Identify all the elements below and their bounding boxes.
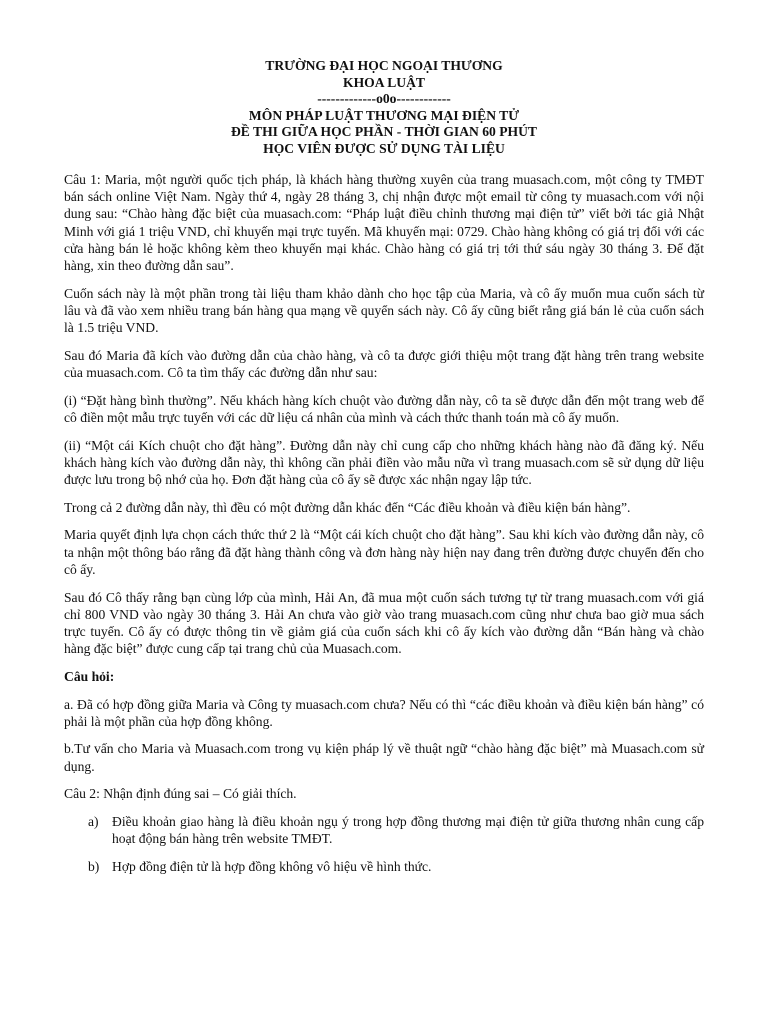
statement-item <box>64 813 704 847</box>
document-header <box>64 58 704 157</box>
document-body <box>64 171 704 875</box>
option-ii-paragraph: (ii) “Một cái Kích chuột cho đặt hàng”. Đường dẫn này chỉ cung cấp cho những khách hàng nào đã đăng ký. Nếu khách hàng kích vào đường dẫn này, thì không cần phải điền vào mẫu nữa vì trang muasach.com sẽ sử dụng dữ liệu được lưu trong bộ nhớ của họ. Đơn đặt hàng của cô ấy sẽ được xác nhận ngay lập tức. <box>64 437 704 488</box>
statement-marker: b) <box>88 859 100 874</box>
body-paragraph: Cuốn sách này là một phần trong tài liệu tham khảo dành cho học tập của Maria, và cô ấy muốn mua cuốn sách từ lâu và đã vào xem nhiều trang bán hàng qua mạng về quyển sách này. Cô ấy cũng biết rằng giá bán lẻ của cuốn sách là 1.5 triệu VND. <box>64 285 704 336</box>
question-a: a. Đã có hợp đồng giữa Maria và Công ty muasach.com chưa? Nếu có thì “các điều khoản và điều kiện bán hàng” có phải là một phần của hợp đồng không. <box>64 696 704 729</box>
question-1-paragraph: Câu 1: Maria, một người quốc tịch pháp, là khách hàng thường xuyên của trang muasach.com, một công ty TMĐT bán sách online Việt Nam. Ngày thứ 4, ngày 28 tháng 3, chị nhận được một email từ công ty muasach.com với nội dung sau: “Chào hàng đặc biệt của muasach.com: “Pháp luật điều chỉnh thương mại điện tử” viết bởi tác giả Nhật Minh với giá 1 triệu VND, chỉ khuyến mại trực tuyến. Mã khuyến mại: 0729. Chào hàng không có giá trị đối với các cửa hàng bán lẻ hoặc không kèm theo khuyến mại khác. Chào hàng có giá trị tới thứ sáu ngày 30 tháng 3. Để đặt hàng, xin theo đường dẫn sau”. <box>64 172 704 274</box>
statement-item <box>64 858 704 875</box>
statement-text: Điều khoản giao hàng là điều khoản ngụ ý trong hợp đồng thương mại điện tử giữa thương nhân cung cấp hoạt động bán hàng trên website TMĐT. <box>112 814 704 847</box>
exam-note: HỌC VIÊN ĐƯỢC SỬ DỤNG TÀI LIỆU <box>263 140 505 156</box>
university-name: TRƯỜNG ĐẠI HỌC NGOẠI THƯƠNG <box>265 58 503 73</box>
body-paragraph: Trong cả 2 đường dẫn này, thì đều có một đường dẫn khác đến “Các điều khoản và điều kiện bán hàng”. <box>64 499 631 515</box>
exam-title: ĐỀ THI GIỮA HỌC PHẦN - THỜI GIAN 60 PHÚT <box>230 124 538 139</box>
question-b: b.Tư vấn cho Maria và Muasach.com trong vụ kiện pháp lý về thuật ngữ “chào hàng đặc biệt” mà Muasach.com sử dụng. <box>64 741 704 774</box>
header-separator: -------------o0o------------ <box>317 91 451 106</box>
course-title: MÔN PHÁP LUẬT THƯƠNG MẠI ĐIỆN TỬ <box>248 107 520 123</box>
body-paragraph: Sau đó Maria đã kích vào đường dẫn của chào hàng, và cô ta được giới thiệu một trang đặt hàng trên trang website của muasach.com. Cô ta tìm thấy các đường dẫn như sau: <box>64 347 704 381</box>
question-2-heading: Câu 2: Nhận định đúng sai – Có giải thích. <box>64 786 297 802</box>
body-paragraph: Maria quyết định lựa chọn cách thức thứ 2 là “Một cái kích chuột cho đặt hàng”. Sau khi kích vào đường dẫn này, cô ta nhận một thông báo rằng đã đặt hàng thành công và đơn hàng này hiện nay đang trên đường được chuyển đến cho cô ấy. <box>64 527 704 577</box>
faculty-name: KHOA LUẬT <box>343 74 425 90</box>
option-i-paragraph: (i) “Đặt hàng bình thường”. Nếu khách hàng kích chuột vào đường dẫn này, cô ta sẽ được dẫn đến một trang web để cô điền một mẫu trực tuyến với các dữ liệu cá nhân của mình và cách thức thanh toán mà cô ấy muốn. <box>64 392 704 425</box>
body-paragraph: Sau đó Cô thấy rằng bạn cùng lớp của mình, Hải An, đã mua một cuốn sách tương tự từ trang muasach.com với giá chỉ 800 VND vào ngày 30 tháng 3. Hải An chưa vào giờ vào trang muasach.com cũng như chưa bao giờ mua sách trực tuyến. Cô ấy có được thông tin về giảm giá của cuốn sách khi cô ấy kích vào đường dẫn “Bán hàng và chào hàng đặc biệt” được cung cấp tại trang chủ của Muasach.com. <box>64 589 704 657</box>
questions-heading: Câu hỏi: <box>64 668 115 684</box>
statement-marker: a) <box>88 814 99 830</box>
statement-text: Hợp đồng điện tử là hợp đồng không vô hiệu về hình thức. <box>112 859 432 874</box>
